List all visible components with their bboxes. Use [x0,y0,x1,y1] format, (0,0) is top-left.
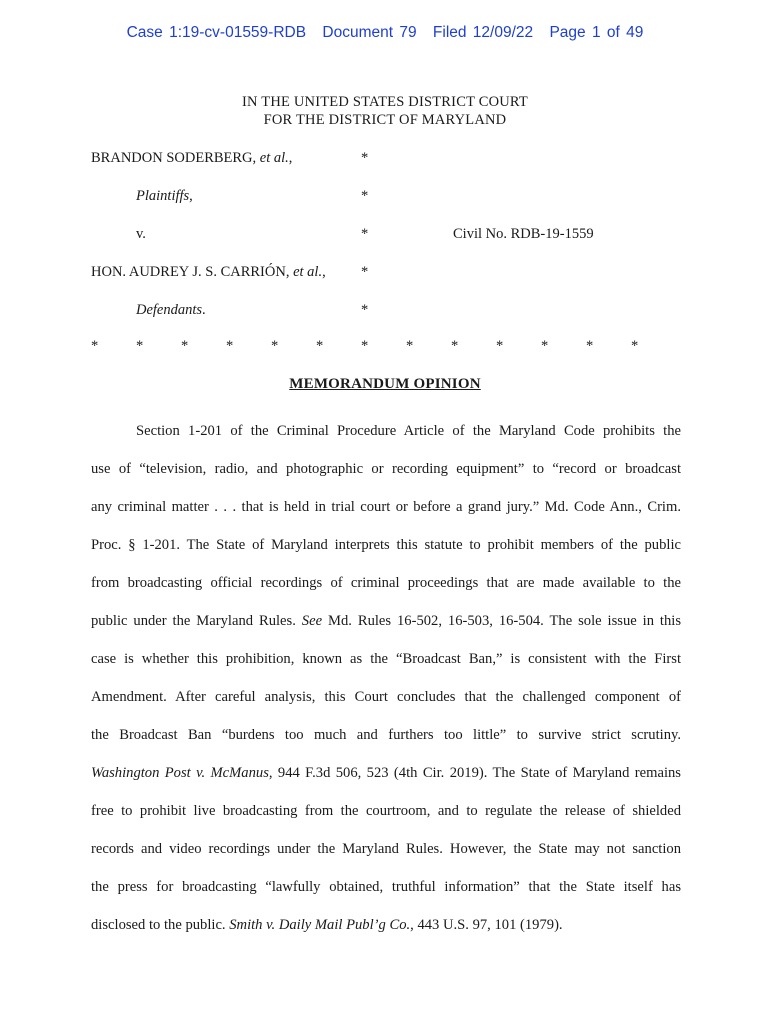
caption-star: * [361,150,369,166]
paragraph-line: free to prohibit live broadcasting from the courtroom, and to regulate the release of shielded [91,803,681,819]
caption-star: * [361,264,369,280]
paragraph-line: the press for broadcasting “lawfully obtained, truthful information” that the State itself has [91,879,681,895]
plaintiffs-role: Plaintiffs [136,188,190,204]
versus-label: v. [136,226,146,242]
divider-star: * [226,338,234,354]
paragraph-line: Amendment. After careful analysis, this Court concludes that the challenged component of [91,689,681,705]
opinion-paragraph [91,412,681,944]
paragraph-line: any criminal matter . . . that is held in trial court or before a grand jury.” Md. Code Ann., Crim. [91,499,681,515]
filing-header-stamp [0,24,770,42]
court-title [0,93,770,129]
divider-star: * [631,338,639,354]
court-title-line-1: IN THE UNITED STATES DISTRICT COURT [242,94,528,110]
paragraph-line: from broadcasting official recordings of criminal proceedings that are made available to the [91,575,681,591]
divider-star: * [586,338,594,354]
page-indicator: Page 1 of 49 [549,24,644,41]
paragraph-line: Washington Post v. McManus, 944 F.3d 506, 523 (4th Cir. 2019). The State of Maryland remains [91,765,681,781]
citation-signal: See [301,613,323,629]
paragraph-line: use of “television, radio, and photographic or recording equipment” to “record or broadcast [91,461,681,477]
paragraph-line: the Broadcast Ban “burdens too much and furthers too little” to survive strict scrutiny. [91,727,681,743]
defendant-name: HON. AUDREY J. S. CARRIÓN, [91,264,290,280]
case-citation: Washington Post v. McManus [91,765,269,781]
divider-star: * [271,338,279,354]
caption-plaintiffs-role-row: Plaintiffs, * [136,188,369,204]
defendant-et-al: et al. [293,264,323,280]
document-number: Document 79 [322,24,417,41]
plaintiff-et-al: et al. [259,150,289,166]
caption-star: * [361,226,369,242]
defendants-role: Defendants [136,302,203,318]
divider-star: * [316,338,324,354]
case-number: Case 1:19-cv-01559-RDB [126,24,307,41]
caption-versus-row [91,226,691,246]
paragraph-line: Section 1-201 of the Criminal Procedure Article of the Maryland Code prohibits the [136,423,681,439]
paragraph-line: disclosed to the public. Smith v. Daily Mail Publ’g Co., 443 U.S. 97, 101 (1979). [91,917,563,933]
caption-defendants-role-row: Defendants. * [136,302,369,318]
paragraph-line: public under the Maryland Rules. See Md. Rules 16-502, 16-503, 16-504. The sole issue in this [91,613,682,629]
paragraph-line: Proc. § 1-201. The State of Maryland interprets this statute to prohibit members of the public [91,537,681,553]
paragraph-line: records and video recordings under the Maryland Rules. However, the State may not sanction [91,841,681,857]
divider-star: * [541,338,549,354]
divider-star: * [406,338,414,354]
civil-number: Civil No. RDB-19-1559 [453,226,594,242]
caption-plaintiff-row: BRANDON SODERBERG, et al., * [91,150,369,166]
memorandum-heading: MEMORANDUM OPINION [289,376,481,392]
paragraph-line: case is whether this prohibition, known as the “Broadcast Ban,” is consistent with the First [91,651,681,667]
divider-star: * [451,338,459,354]
divider-star: * [136,338,144,354]
case-citation: Smith v. Daily Mail Publ’g Co. [229,917,411,933]
divider-star: * [496,338,504,354]
caption-star: * [361,188,369,204]
plaintiff-name: BRANDON SODERBERG, [91,150,257,166]
divider-star: * [181,338,189,354]
caption-defendant-row: HON. AUDREY J. S. CARRIÓN, et al., * [91,264,369,280]
caption-divider-stars [91,338,691,358]
filed-date: Filed 12/09/22 [432,24,534,41]
divider-star: * [91,338,99,354]
divider-star: * [361,338,369,354]
caption-star: * [361,302,369,318]
court-title-line-2: FOR THE DISTRICT OF MARYLAND [263,112,507,128]
